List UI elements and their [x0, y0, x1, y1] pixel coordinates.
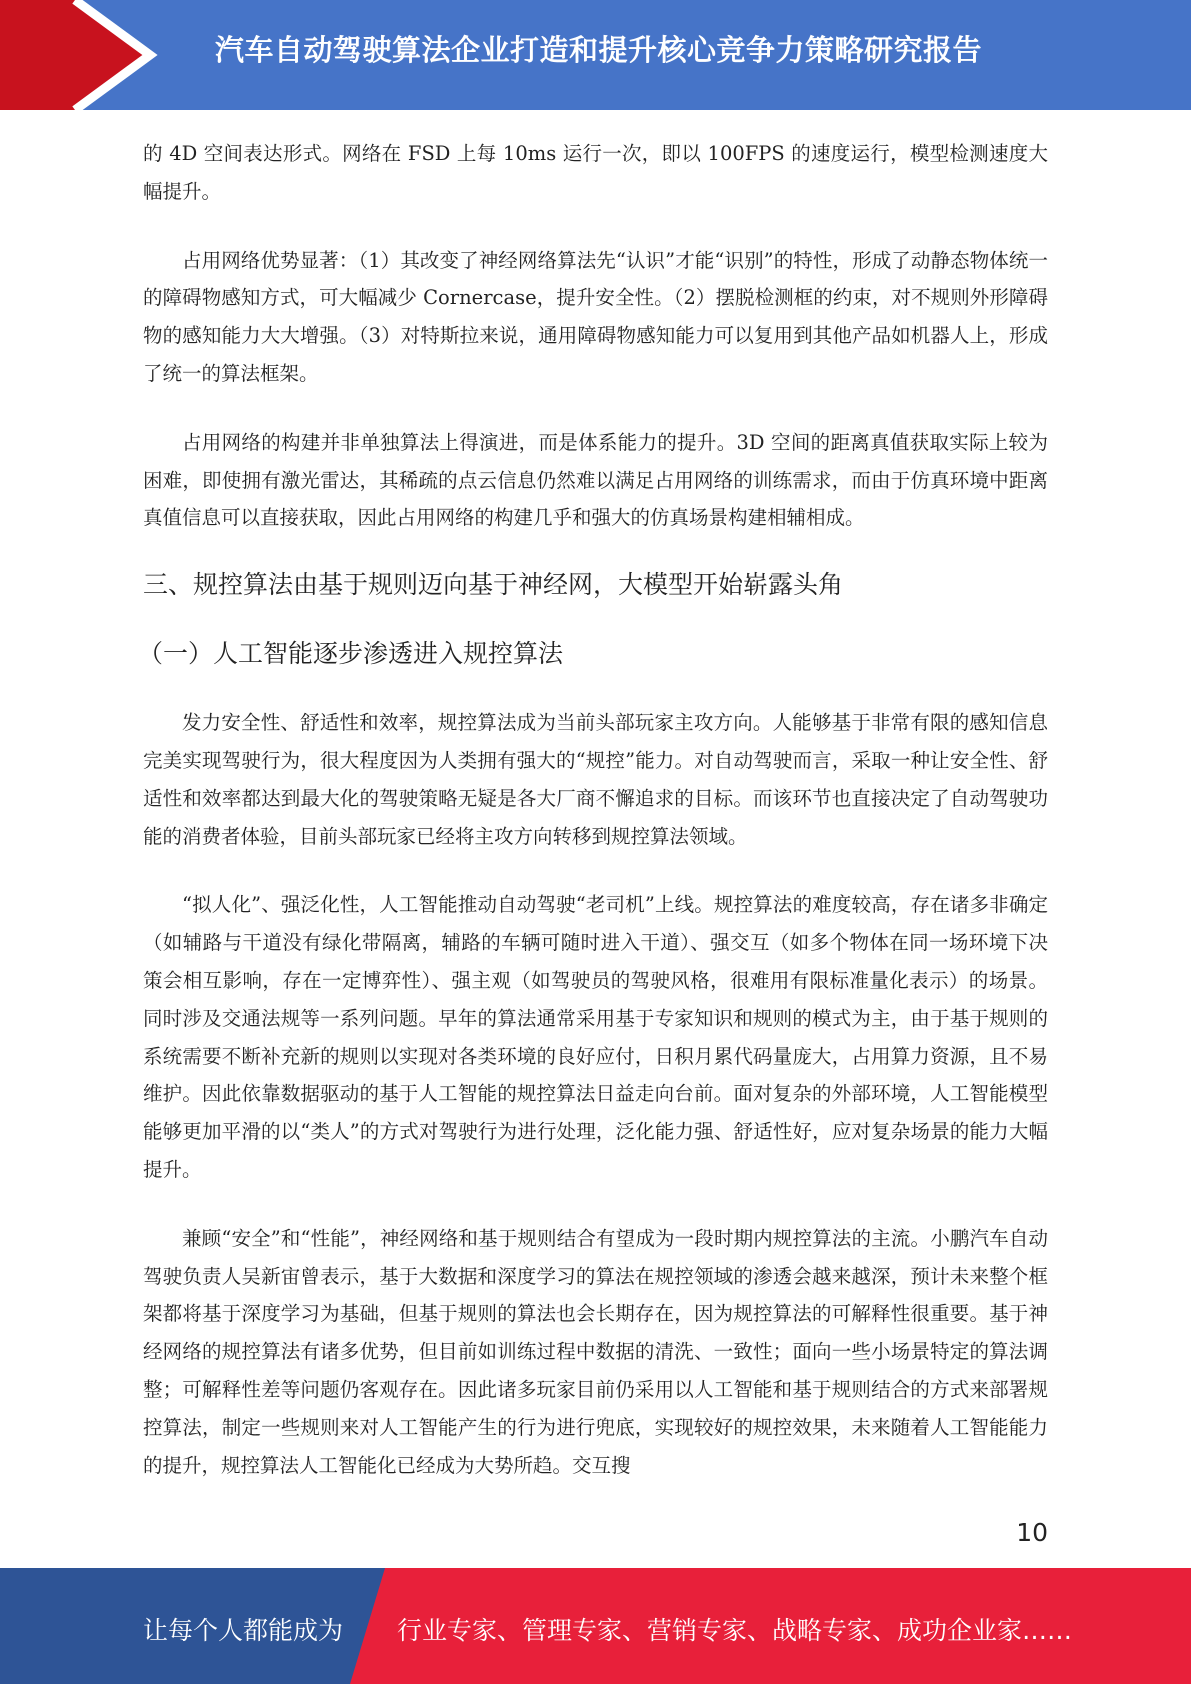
document-body: [138, 135, 1048, 1515]
paragraph-4: 发力安全性、舒适性和效率，规控算法成为当前头部玩家主攻方向。人能够基于非常有限的感知信息完美实现驾驶行为，很大程度因为人类拥有强大的“规控”能力。对自动驾驶而言，采取一种让安全性、舒适性和效率都达到最大化的驾驶策略无疑是各大厂商不懈追求的目标。而该环节也直接决定了自动驾驶功能的消费者体验，目前头部玩家已经将主攻方向转移到规控算法领域。: [143, 711, 1048, 848]
footer-slogan-right: 行业专家、管理专家、营销专家、战略专家、成功企业家……: [397, 1616, 1073, 1645]
footer-slogan-left: 让每个人都能成为: [143, 1616, 344, 1645]
page-footer: [0, 1568, 1191, 1684]
paragraph-5: “拟人化”、强泛化性，人工智能推动自动驾驶“老司机”上线。规控算法的难度较高，存在诸多非确定（如辅路与干道没有绿化带隔离，辅路的车辆可随时进入干道）、强交互（如多个物体在同一场环境下决策会相互影响，存在一定博弈性）、强主观（如驾驶员的驾驶风格，很难用有限标准量化表示）的场景。同时涉及交通法规等一系列问题。早年的算法通常采用基于专家知识和规则的模式为主，由于基于规则的系统需要不断补充新的规则以实现对各类环境的良好应付，日积月累代码量庞大，占用算力资源，且不易维护。因此依靠数据驱动的基于人工智能的规控算法日益走向台前。面对复杂的外部环境，人工智能模型能够更加平滑的以“类人”的方式对驾驶行为进行处理，泛化能力强、舒适性好，应对复杂场景的能力大幅提升。: [143, 893, 1048, 1181]
paragraph-1: 的 4D 空间表达形式。网络在 FSD 上每 10ms 运行一次，即以 100FPS 的速度运行，模型检测速度大幅提升。: [143, 142, 1048, 203]
page-number: 10: [1016, 1518, 1048, 1547]
subsection-heading: （一）人工智能逐步渗透进入规控算法: [138, 639, 564, 669]
section-heading: 三、规控算法由基于规则迈向基于神经网，大模型开始崭露头角: [143, 570, 844, 600]
page-header: [0, 0, 1191, 110]
paragraph-2: 占用网络优势显著：（1）其改变了神经网络算法先“认识”才能“识别”的特性，形成了动静态物体统一的障碍物感知方式，可大幅减少 Cornercase，提升安全性。（2）摆脱检测框的约束，对不规则外形障碍物的感知能力大大增强。（3）对特斯拉来说，通用障碍物感知能力可以复用到其他产品如机器人上，形成了统一的算法框架。: [143, 248, 1048, 385]
paragraph-3: 占用网络的构建并非单独算法上得演进，而是体系能力的提升。3D 空间的距离真值获取实际上较为困难，即使拥有激光雷达，其稀疏的点云信息仍然难以满足占用网络的训练需求，而由于仿真环境中距离真值信息可以直接获取，因此占用网络的构建几乎和强大的仿真场景构建相辅相成。: [143, 430, 1048, 530]
paragraph-6: 兼顾“安全”和“性能”，神经网络和基于规则结合有望成为一段时期内规控算法的主流。小鹏汽车自动驾驶负责人吴新宙曾表示，基于大数据和深度学习的算法在规控领域的渗透会越来越深，预计未来整个框架都将基于深度学习为基础，但基于规则的算法也会长期存在，因为规控算法的可解释性很重要。基于神经网络的规控算法有诸多优势，但目前如训练过程中数据的清洗、一致性；面向一些小场景特定的算法调整；可解释性差等问题仍客观存在。因此诸多玩家目前仍采用以人工智能和基于规则结合的方式来部署规控算法，制定一些规则来对人工智能产生的行为进行兜底，实现较好的规控效果，未来随着人工智能能力的提升，规控算法人工智能化已经成为大势所趋。交互搜: [143, 1226, 1048, 1477]
report-title: 汽车自动驾驶算法企业打造和提升核心竞争力策略研究报告: [215, 33, 983, 67]
